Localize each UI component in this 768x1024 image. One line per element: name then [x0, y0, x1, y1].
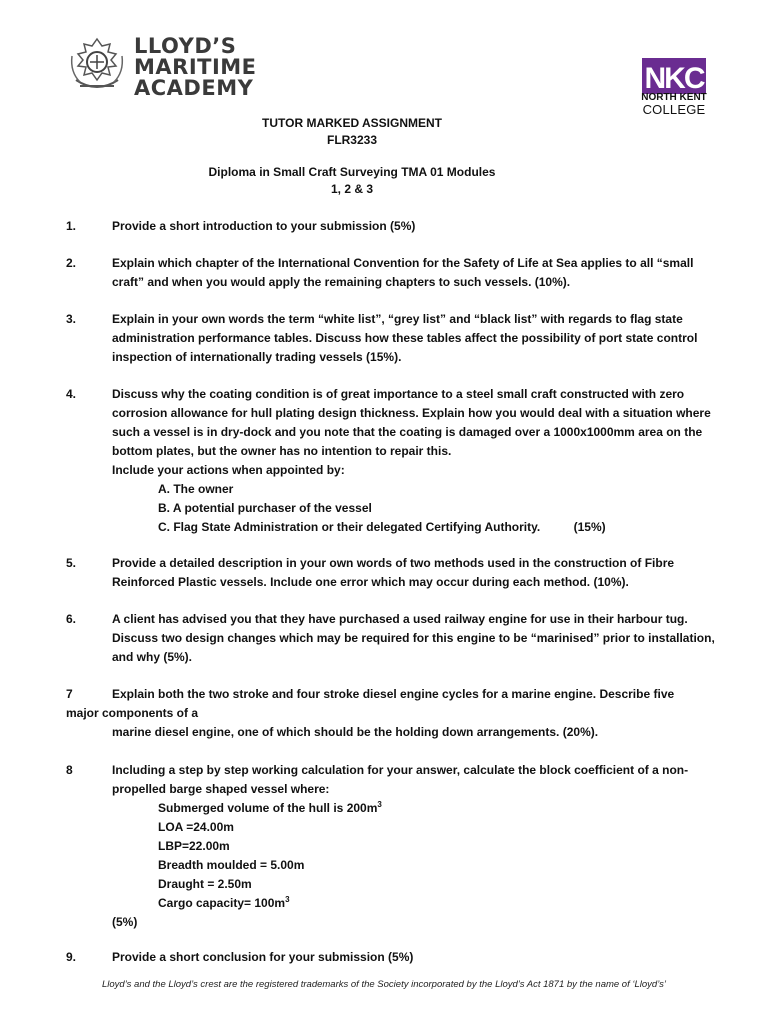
sub-item: A. The owner [158, 482, 234, 496]
question-text: propelled barge shaped vessel where: [112, 782, 330, 796]
question-text: and why (5%). [112, 650, 193, 664]
question-text: Discuss two design changes which may be required for this engine to be “marinised” prior to installation, [112, 631, 715, 645]
sub-item: Breadth moulded = 5.00m [158, 858, 305, 872]
question-text: marine diesel engine, one of which should be the holding down arrangements. (20%). [112, 725, 599, 739]
trademark-footer: Lloyd’s and the Lloyd’s crest are the registered trademarks of the Society incorporated by the Lloyd’s Act 1871 by the name of ‘Lloyd’s’ [102, 979, 666, 990]
svg-text:NKC: NKC [644, 62, 704, 94]
question-text: Provide a short introduction to your submission (5%) [112, 219, 416, 233]
sub-item: LOA =24.00m [158, 820, 234, 834]
assignment-title: TUTOR MARKED ASSIGNMENT [262, 116, 442, 130]
sub-item: Cargo capacity= $100m^3$ [158, 895, 290, 910]
question-text: administration performance tables. Discuss how these tables affect the possibility of port state control [112, 331, 698, 345]
question-number: 3. [66, 312, 77, 326]
sub-item: LBP=22.00m [158, 839, 230, 853]
question-text: Include your actions when appointed by: [112, 463, 345, 477]
question-text: corrosion allowance for hull plating design thickness. Explain how you would deal with a situation where [112, 406, 711, 420]
question-text: A client has advised you that they have purchased a used railway engine for use in their harbour tug. [112, 612, 688, 626]
question-text: craft” and when you would apply the remaining chapters to such vessels. (10%). [112, 275, 571, 289]
superscript: 3 [285, 895, 290, 904]
diploma-title: Diploma in Small Craft Surveying TMA 01 Modules [208, 165, 496, 179]
question-text: inspection of internationally trading vessels (15%). [112, 350, 402, 364]
question-text: such a vessel is in dry-dock and you note that the coating is damaged over a 1000x1000mm area on the [112, 425, 703, 439]
logo-word-1: LLOYD’S [134, 34, 237, 58]
logo-word-2: MARITIME [134, 55, 257, 79]
course-code: FLR3233 [326, 133, 378, 147]
question-number: 6. [66, 612, 77, 626]
question-text: Reinforced Plastic vessels. Include one error which may occur during each method. (10%). [112, 575, 629, 589]
question-text: Explain in your own words the term “white list”, “grey list” and “black list” with regards to flag state [112, 312, 683, 326]
lloyds-maritime-academy-logo [66, 36, 266, 102]
question-number: 1. [66, 219, 77, 233]
sub-item: B. A potential purchaser of the vessel [158, 501, 372, 515]
north-kent-college-logo [640, 58, 708, 120]
superscript: 3 [377, 800, 382, 809]
question-text: major components of a [66, 706, 199, 720]
question-text: bottom plates, but the owner has no intention to repair this. [112, 444, 452, 458]
question-weight: (5%) [112, 915, 138, 929]
question-text: Discuss why the coating condition is of great importance to a steel small craft constructed with zero [112, 387, 685, 401]
question-number: 2. [66, 256, 77, 270]
sub-item: Submerged volume of the hull is $200m^3$ [158, 800, 382, 815]
question-text: Provide a short conclusion for your submission (5%) [112, 950, 414, 964]
question-number: 5. [66, 556, 77, 570]
question-number: 8 [66, 763, 73, 777]
question-text: Including a step by step working calculation for your answer, calculate the block coefficient of a non- [112, 763, 689, 777]
nkc-line-2: COLLEGE [642, 102, 706, 117]
question-number: 7 [66, 687, 73, 701]
question-number: 4. [66, 387, 77, 401]
modules-line: 1, 2 & 3 [330, 182, 374, 196]
question-text: Provide a detailed description in your own words of two methods used in the construction of Fibre [112, 556, 675, 570]
question-text: Explain both the two stroke and four stroke diesel engine cycles for a marine engine. Describe five [112, 687, 675, 701]
lloyds-crest-icon [66, 36, 128, 98]
sub-item: C. Flag State Administration or their delegated Certifying Authority. (15%) [158, 520, 606, 534]
nkc-mark-icon [642, 58, 706, 94]
question-number: 9. [66, 950, 77, 964]
logo-word-3: ACADEMY [134, 76, 254, 100]
sub-item: Draught = 2.50m [158, 877, 252, 891]
nkc-line-1: NORTH KENT [641, 92, 707, 103]
question-text: Explain which chapter of the International Convention for the Safety of Life at Sea applies to all “small [112, 256, 694, 270]
